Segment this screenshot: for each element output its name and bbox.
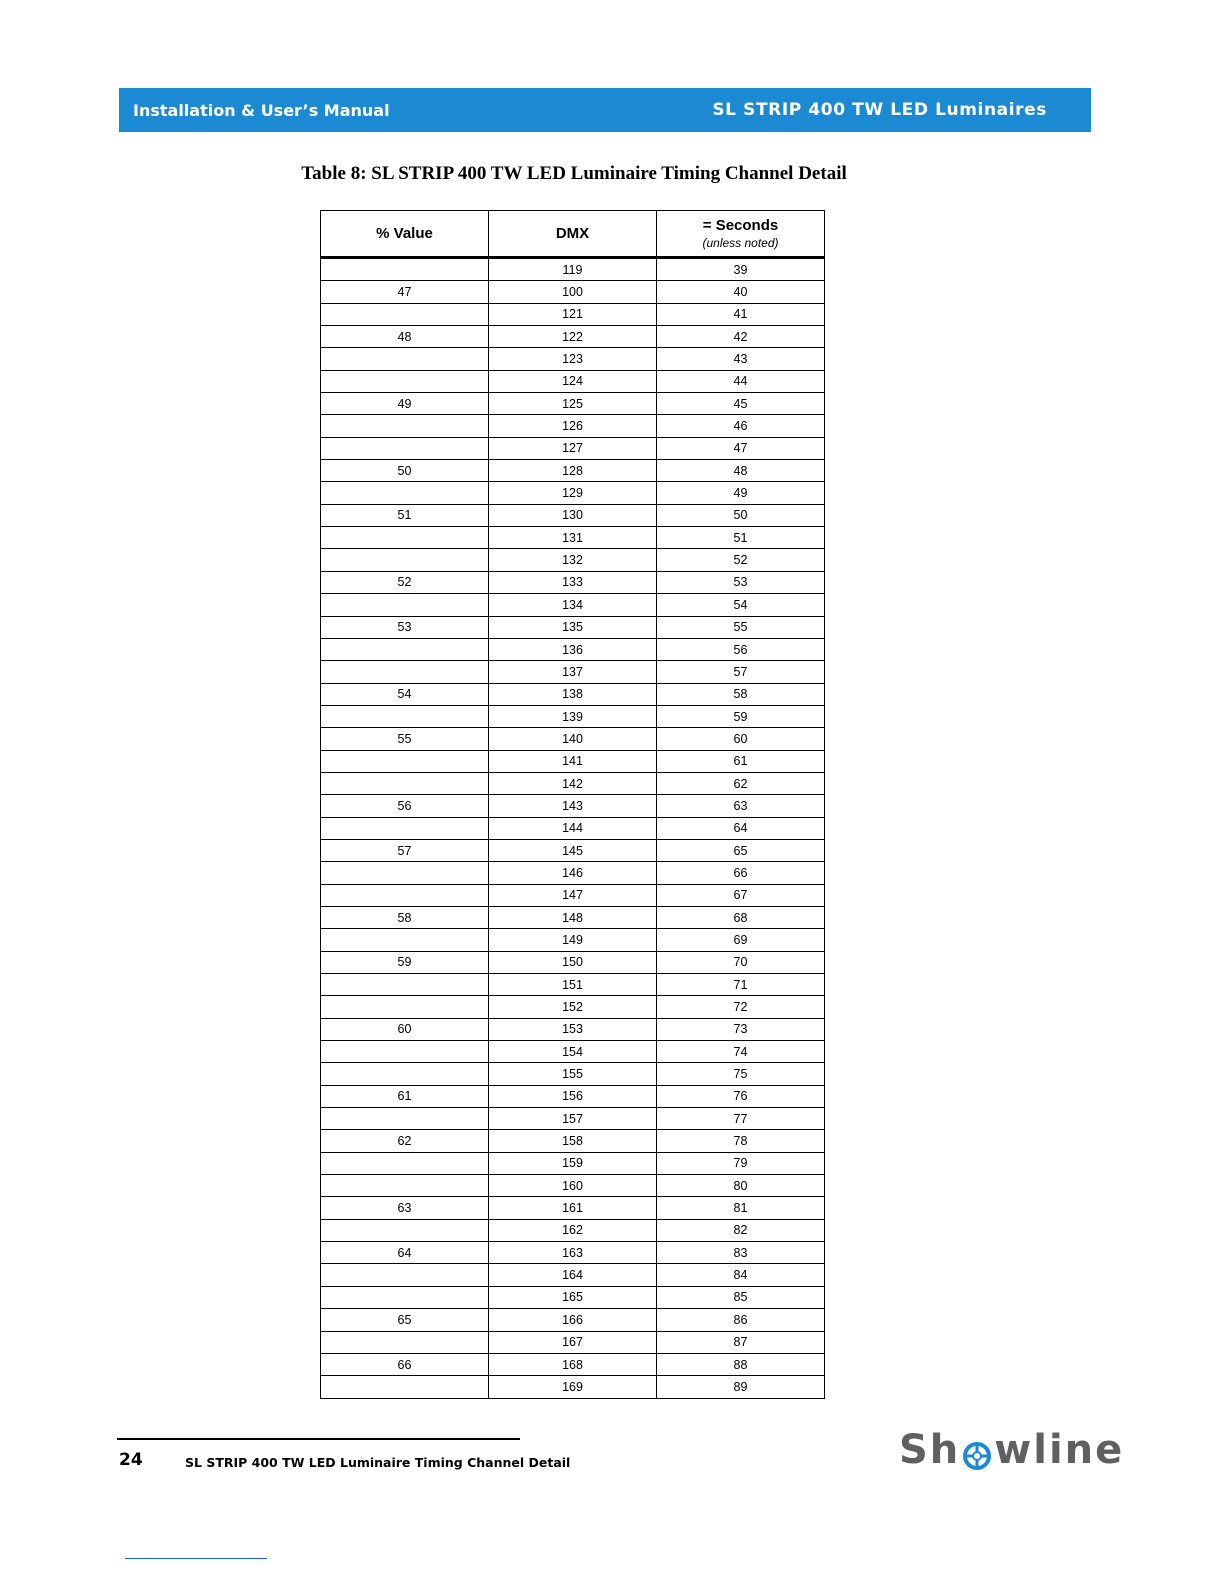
cell-dmx: 150 — [489, 951, 657, 973]
header-product-title: SL STRIP 400 TW LED Luminaires — [712, 100, 1047, 120]
cell-percent-value — [321, 348, 489, 370]
table-header-row — [321, 211, 825, 258]
column-header-seconds — [657, 211, 825, 258]
cell-seconds: 69 — [657, 929, 825, 951]
table-row — [321, 705, 825, 727]
cell-seconds: 77 — [657, 1108, 825, 1130]
cell-percent-value: 57 — [321, 839, 489, 861]
cell-percent-value: 59 — [321, 951, 489, 973]
cell-dmx: 140 — [489, 728, 657, 750]
cell-dmx: 123 — [489, 348, 657, 370]
table-row — [321, 571, 825, 593]
cell-seconds: 70 — [657, 951, 825, 973]
table-row — [321, 974, 825, 996]
cell-seconds: 71 — [657, 974, 825, 996]
logo-o-crosshair-icon — [962, 1435, 992, 1465]
cell-seconds: 53 — [657, 571, 825, 593]
cell-dmx: 154 — [489, 1041, 657, 1063]
cell-dmx: 149 — [489, 929, 657, 951]
bottom-link-underline[interactable] — [125, 1558, 267, 1559]
cell-seconds: 46 — [657, 415, 825, 437]
cell-percent-value — [321, 370, 489, 392]
cell-dmx: 159 — [489, 1152, 657, 1174]
cell-percent-value: 55 — [321, 728, 489, 750]
table-row — [321, 906, 825, 928]
cell-seconds: 85 — [657, 1286, 825, 1308]
cell-dmx: 129 — [489, 482, 657, 504]
table-row — [321, 482, 825, 504]
table-row — [321, 772, 825, 794]
cell-percent-value: 63 — [321, 1197, 489, 1219]
cell-seconds: 78 — [657, 1130, 825, 1152]
cell-seconds: 57 — [657, 661, 825, 683]
header-manual-title: Installation & User’s Manual — [133, 100, 390, 120]
cell-percent-value — [321, 638, 489, 660]
cell-percent-value: 53 — [321, 616, 489, 638]
cell-seconds: 75 — [657, 1063, 825, 1085]
cell-seconds: 76 — [657, 1085, 825, 1107]
cell-seconds: 80 — [657, 1175, 825, 1197]
cell-seconds: 45 — [657, 393, 825, 415]
table-row — [321, 795, 825, 817]
cell-percent-value: 52 — [321, 571, 489, 593]
cell-seconds: 64 — [657, 817, 825, 839]
cell-percent-value — [321, 705, 489, 727]
cell-percent-value — [321, 594, 489, 616]
cell-dmx: 167 — [489, 1331, 657, 1353]
table-row — [321, 527, 825, 549]
cell-percent-value — [321, 929, 489, 951]
cell-percent-value — [321, 415, 489, 437]
table-row — [321, 1242, 825, 1264]
cell-dmx: 138 — [489, 683, 657, 705]
footer-section-title: SL STRIP 400 TW LED Luminaire Timing Channel Detail — [185, 1455, 571, 1470]
cell-seconds: 56 — [657, 638, 825, 660]
cell-dmx: 125 — [489, 393, 657, 415]
table-row — [321, 1286, 825, 1308]
cell-dmx: 124 — [489, 370, 657, 392]
table-row — [321, 817, 825, 839]
table-row — [321, 1197, 825, 1219]
column-header-percent: % Value — [321, 211, 489, 258]
page-number: 24 — [119, 1450, 143, 1470]
cell-dmx: 153 — [489, 1018, 657, 1040]
table-row — [321, 1152, 825, 1174]
table-row — [321, 281, 825, 303]
cell-dmx: 155 — [489, 1063, 657, 1085]
table-row — [321, 594, 825, 616]
cell-percent-value: 48 — [321, 326, 489, 348]
cell-percent-value — [321, 1376, 489, 1398]
table-row — [321, 326, 825, 348]
cell-percent-value — [321, 303, 489, 325]
cell-percent-value — [321, 974, 489, 996]
cell-seconds: 59 — [657, 705, 825, 727]
cell-percent-value: 50 — [321, 460, 489, 482]
cell-seconds: 86 — [657, 1309, 825, 1331]
cell-dmx: 152 — [489, 996, 657, 1018]
cell-seconds: 83 — [657, 1242, 825, 1264]
cell-dmx: 121 — [489, 303, 657, 325]
cell-percent-value — [321, 1219, 489, 1241]
table-row — [321, 370, 825, 392]
cell-dmx: 151 — [489, 974, 657, 996]
cell-percent-value — [321, 437, 489, 459]
table-row — [321, 884, 825, 906]
cell-dmx: 119 — [489, 258, 657, 281]
table-row — [321, 549, 825, 571]
cell-percent-value: 56 — [321, 795, 489, 817]
cell-seconds: 84 — [657, 1264, 825, 1286]
cell-dmx: 161 — [489, 1197, 657, 1219]
cell-percent-value — [321, 1175, 489, 1197]
table-row — [321, 661, 825, 683]
cell-dmx: 126 — [489, 415, 657, 437]
cell-percent-value: 62 — [321, 1130, 489, 1152]
cell-dmx: 143 — [489, 795, 657, 817]
cell-percent-value: 51 — [321, 504, 489, 526]
table-row — [321, 504, 825, 526]
table-row — [321, 303, 825, 325]
table-row — [321, 1018, 825, 1040]
cell-seconds: 58 — [657, 683, 825, 705]
cell-percent-value — [321, 1041, 489, 1063]
cell-seconds: 51 — [657, 527, 825, 549]
table-row — [321, 258, 825, 281]
table-row — [321, 839, 825, 861]
table-row — [321, 393, 825, 415]
table-row — [321, 750, 825, 772]
cell-seconds: 74 — [657, 1041, 825, 1063]
table-row — [321, 638, 825, 660]
cell-seconds: 55 — [657, 616, 825, 638]
table-row — [321, 996, 825, 1018]
cell-seconds: 40 — [657, 281, 825, 303]
cell-dmx: 169 — [489, 1376, 657, 1398]
cell-seconds: 48 — [657, 460, 825, 482]
table-row — [321, 1108, 825, 1130]
cell-seconds: 87 — [657, 1331, 825, 1353]
cell-dmx: 146 — [489, 862, 657, 884]
table-row — [321, 616, 825, 638]
table-row — [321, 929, 825, 951]
cell-percent-value: 61 — [321, 1085, 489, 1107]
cell-dmx: 166 — [489, 1309, 657, 1331]
cell-seconds: 67 — [657, 884, 825, 906]
cell-percent-value — [321, 1331, 489, 1353]
cell-seconds: 62 — [657, 772, 825, 794]
cell-dmx: 156 — [489, 1085, 657, 1107]
cell-dmx: 157 — [489, 1108, 657, 1130]
cell-seconds: 72 — [657, 996, 825, 1018]
cell-percent-value — [321, 482, 489, 504]
cell-seconds: 61 — [657, 750, 825, 772]
cell-percent-value — [321, 996, 489, 1018]
cell-percent-value — [321, 1152, 489, 1174]
cell-dmx: 130 — [489, 504, 657, 526]
cell-seconds: 81 — [657, 1197, 825, 1219]
table-row — [321, 1264, 825, 1286]
cell-dmx: 168 — [489, 1353, 657, 1375]
cell-dmx: 137 — [489, 661, 657, 683]
cell-percent-value: 65 — [321, 1309, 489, 1331]
cell-percent-value — [321, 1264, 489, 1286]
cell-seconds: 79 — [657, 1152, 825, 1174]
cell-dmx: 131 — [489, 527, 657, 549]
cell-dmx: 133 — [489, 571, 657, 593]
cell-seconds: 44 — [657, 370, 825, 392]
table-row — [321, 728, 825, 750]
cell-percent-value: 60 — [321, 1018, 489, 1040]
cell-seconds: 52 — [657, 549, 825, 571]
cell-dmx: 162 — [489, 1219, 657, 1241]
cell-percent-value — [321, 258, 489, 281]
cell-dmx: 147 — [489, 884, 657, 906]
cell-seconds: 49 — [657, 482, 825, 504]
table-row — [321, 1309, 825, 1331]
cell-seconds: 73 — [657, 1018, 825, 1040]
cell-seconds: 39 — [657, 258, 825, 281]
cell-seconds: 42 — [657, 326, 825, 348]
table-body — [321, 258, 825, 1399]
logo-text-end: wline — [994, 1427, 1125, 1473]
table-row — [321, 348, 825, 370]
cell-dmx: 134 — [489, 594, 657, 616]
cell-seconds: 66 — [657, 862, 825, 884]
table-row — [321, 1353, 825, 1375]
cell-percent-value: 66 — [321, 1353, 489, 1375]
cell-seconds: 43 — [657, 348, 825, 370]
cell-percent-value — [321, 527, 489, 549]
cell-dmx: 164 — [489, 1264, 657, 1286]
table-title: Table 8: SL STRIP 400 TW LED Luminaire Timing Channel Detail — [301, 163, 847, 184]
cell-percent-value — [321, 1108, 489, 1130]
cell-seconds: 47 — [657, 437, 825, 459]
cell-percent-value: 64 — [321, 1242, 489, 1264]
footer-divider — [117, 1438, 520, 1440]
table-row — [321, 951, 825, 973]
cell-percent-value — [321, 549, 489, 571]
showline-logo — [899, 1426, 1124, 1474]
seconds-header-label: = Seconds — [702, 217, 779, 234]
cell-seconds: 82 — [657, 1219, 825, 1241]
cell-seconds: 50 — [657, 504, 825, 526]
cell-percent-value — [321, 750, 489, 772]
cell-seconds: 54 — [657, 594, 825, 616]
cell-percent-value — [321, 1063, 489, 1085]
cell-dmx: 127 — [489, 437, 657, 459]
cell-percent-value — [321, 772, 489, 794]
cell-seconds: 65 — [657, 839, 825, 861]
cell-seconds: 88 — [657, 1353, 825, 1375]
cell-seconds: 89 — [657, 1376, 825, 1398]
seconds-header-note: (unless noted) — [702, 236, 779, 250]
cell-seconds: 41 — [657, 303, 825, 325]
cell-dmx: 142 — [489, 772, 657, 794]
cell-seconds: 63 — [657, 795, 825, 817]
cell-dmx: 160 — [489, 1175, 657, 1197]
cell-dmx: 132 — [489, 549, 657, 571]
cell-percent-value: 58 — [321, 906, 489, 928]
table-row — [321, 1331, 825, 1353]
cell-dmx: 135 — [489, 616, 657, 638]
cell-dmx: 158 — [489, 1130, 657, 1152]
cell-percent-value — [321, 661, 489, 683]
cell-dmx: 136 — [489, 638, 657, 660]
table-row — [321, 437, 825, 459]
cell-dmx: 141 — [489, 750, 657, 772]
cell-percent-value — [321, 1286, 489, 1308]
cell-percent-value: 47 — [321, 281, 489, 303]
timing-channel-table — [320, 210, 825, 1399]
table-row — [321, 1130, 825, 1152]
table-row — [321, 1219, 825, 1241]
cell-percent-value: 54 — [321, 683, 489, 705]
table-row — [321, 862, 825, 884]
cell-seconds: 60 — [657, 728, 825, 750]
cell-percent-value: 49 — [321, 393, 489, 415]
cell-dmx: 148 — [489, 906, 657, 928]
header-bar — [119, 88, 1091, 132]
table-row — [321, 1175, 825, 1197]
cell-percent-value — [321, 884, 489, 906]
cell-percent-value — [321, 817, 489, 839]
cell-dmx: 100 — [489, 281, 657, 303]
cell-dmx: 145 — [489, 839, 657, 861]
cell-seconds: 68 — [657, 906, 825, 928]
cell-dmx: 122 — [489, 326, 657, 348]
column-header-dmx: DMX — [489, 211, 657, 258]
table-row — [321, 1376, 825, 1398]
cell-dmx: 163 — [489, 1242, 657, 1264]
table-row — [321, 460, 825, 482]
cell-dmx: 139 — [489, 705, 657, 727]
cell-dmx: 165 — [489, 1286, 657, 1308]
table-row — [321, 683, 825, 705]
table-row — [321, 1063, 825, 1085]
cell-percent-value — [321, 862, 489, 884]
cell-dmx: 128 — [489, 460, 657, 482]
table-row — [321, 415, 825, 437]
table-row — [321, 1041, 825, 1063]
table-row — [321, 1085, 825, 1107]
cell-dmx: 144 — [489, 817, 657, 839]
logo-text-start: Sh — [899, 1427, 961, 1473]
